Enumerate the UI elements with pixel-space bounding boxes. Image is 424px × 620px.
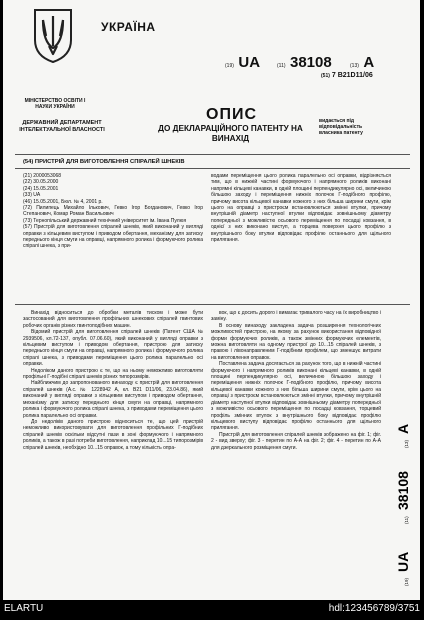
description-paragraph: В основу винаходу закладена задача розширення технологічних можливостей пристрою, на якому за рахунок використання відповідної форми формуючих роликів, а також змінних формуючих елементів, можна виготовляти на одному пристрої до 10...15 спіралей шнеків, з правою і лівонаправленим Г-подібним профілем, що зменшує витрати на виготовлення оправок. <box>211 322 381 361</box>
ministry-name: МІНІСТЕРСТВО ОСВІТИ І НАУКИ УКРАЇНИ <box>24 98 86 110</box>
code-11: (11) 38108 <box>277 54 332 71</box>
description-paragraph: До недоліків даного пристрою відноситься те, що цей пристрій неможливо використовувати для виготовлення профільних Г-подібних спіралей шнеків оскільки відсутні пази в зоні формуючого і напрямного роликів, а також в разі потреби виготовлення, наприклад 10...15 типорозмірів спіралей шнеків, необхідно 10...15 оправок, а тому кількість опра- <box>23 418 203 451</box>
invention-title: (54) ПРИСТРІЙ ДЛЯ ВИГОТОВЛЕННЯ СПІРАЛЕЙ ШНЕКІВ <box>23 159 185 165</box>
biblio-46: (46) 15.05.2001, Бюл. № 4, 2001 р. <box>23 198 103 205</box>
description-left <box>23 310 203 451</box>
claim-text: водами переміщення цього ролика паралельно осі оправки, відрізняється тим, що в нижній частині формуючого і напрямного роликів виконані напрямні кільцеві канавки, в одній площині перпендикулярно осі, величиною більшою заходу і переміщення нижніх полочок Г-подібного профілю, причому висота кільцевої канавки кожного з них більша ширини смуги, крім цього на оправці з пристроєм встановлюються змінні втулки, причому внутрішній діаметр наступної втулки відповідає зовнішньому діаметру попередньої з можливістю осьового переміщення по посадці ковзання, в однієї з них виконано виступ, а торцева поверхня цього профілю з внутрішнього боку втулки відповідає профілю останнього для щільного прилягання. <box>211 173 391 244</box>
biblio-22: (22) 30.05.2000 <box>23 179 59 186</box>
divider-top <box>15 154 410 155</box>
biblio-72: (72) Пилипець Михайло Ількович, Гевко Ігор Богданович, Гевко Ігор Степанович, Комар Роман Васильович <box>23 205 203 218</box>
biblio-21: (21) 2000053068 <box>23 173 62 179</box>
description-paragraph: Поставлена задача досягається за рахунок того, що в нижній частині формуючого і напрямного роликів виконані кільцеві канавки, в одній площині перпендикулярно осі, величиною більшою заходу і переміщення нижніх полочок Г-подібного профілю, причому висота кільцевої канавки кожного з них більша ширини смуги, крім цього на оправці з пристроєм встановлюються змінні втулки, причому внутрішній діаметр наступної втулки відповідає зовнішньому діаметру попередньої з можливістю осьового переміщення по посадці ковзання, торцевий профіль змінних втулок з внутрішнього боку відповідає профілю кільцевого виступу відповідає профілю останнього для щільного прилягання. <box>211 361 381 432</box>
biblio-57: (57) Пристрій для виготовлення спіралей шнеків, який виконаний у вигляді оправки з кільцевим виступом і приводом обертання, механізму для затиску переднього кінця смуги на оправці, напрямного ролика і формуючого ролика спіралі шнека, з при- <box>23 224 203 250</box>
biblio-73: (73) Тернопільський державний технічний університет ім. Івана Пулюя <box>23 217 187 224</box>
code-51: (51) 7 B21D11/06 <box>321 72 373 79</box>
divider-title <box>15 168 410 169</box>
vertical-code-13: A <box>395 423 411 434</box>
footer-handle: hdl:123456789/3751 <box>328 603 420 614</box>
footer-repository: ELARTU <box>4 603 44 614</box>
description-paragraph: Найближчим до запропонованого винаходу є пристрій для виготовлення спіралей шнеків (А.с. № 1228942 А, кл. В21 D11/06, 23.04.86), який виконаний у вигляді оправки з кільцевим виступом і приводом обертання, механізму для затиску переднього кінця смуги на оправці, напрямного ролика і формуючого ролика спіралі шнека, з приводами переміщення цього ролика паралельно осі оправки. <box>23 380 203 419</box>
trident-emblem-icon <box>31 6 75 64</box>
code-19: (19) UA <box>225 54 261 71</box>
vertical-code-19: UA <box>395 551 411 572</box>
description-paragraph: Пристрій для виготовлення спіралей шнеків зображено на фіг. 1; фіг. 2 - вид зверху; фіг. 3 - перетин по А-А на фіг. 2; фіг. 4 - перетин по А-А для дзеркального розміщення смуги. <box>211 431 381 451</box>
biblio-33: (33) UA <box>23 192 41 199</box>
biblio-24: (24) 15.05.2001 <box>23 185 59 192</box>
description-paragraph: вок, що є досить дорого і вимагає тривалого часу на їх виробництво і заміну. <box>211 310 381 323</box>
code-13: (13) A <box>350 54 375 71</box>
patent-page <box>3 0 420 600</box>
document-subtitle: ДО ДЕКЛАРАЦІЙНОГО ПАТЕНТУ НА ВИНАХІД <box>158 124 303 143</box>
side-note: видається під відповідальність власника патенту <box>319 118 363 136</box>
divider-body <box>15 304 410 305</box>
document-title: ОПИС <box>206 106 257 123</box>
description-paragraph: Відомий пристрій для виготовлення спіралей шнеків (Патент США № 2939506, кл.72-137, опубл. 07.06.60), який виконаний у вигляді оправки з кільцевим виступом і приводом обертання, пристрою для затиску переднього кінця смуги на оправці, напрямного ролика і формуючого ролика спіралі шнека, з приводами переміщення цього ролика паралельно осі оправки. <box>23 329 203 368</box>
department-name: ДЕРЖАВНИЙ ДЕПАРТАМЕНТ ІНТЕЛЕКТУАЛЬНОЇ ВЛАСНОСТІ <box>19 120 105 133</box>
country-name: УКРАЇНА <box>101 20 156 34</box>
biblio-column <box>23 173 203 250</box>
vertical-publication-number <box>391 300 413 590</box>
description-paragraph: Недоліком даного пристрою є те, що на ньому неможливо виготовляти профільні Г-подібні спіралі шнеків різних типорозмірів. <box>23 367 203 381</box>
claim-column <box>211 173 391 243</box>
vertical-code-19-label: (19) <box>404 577 409 586</box>
description-right <box>211 310 381 451</box>
vertical-code-11: 38108 <box>395 471 411 510</box>
vertical-code-13-label: (13) <box>404 439 409 448</box>
vertical-code-11-label: (11) <box>404 516 409 524</box>
description-paragraph: Винахід відноситься до обробки металів тиском і може бути застосований для виготовлення профільних шнекових спіралей гвинтових робочих органів різних гвинтоподібних машин. <box>23 310 203 329</box>
